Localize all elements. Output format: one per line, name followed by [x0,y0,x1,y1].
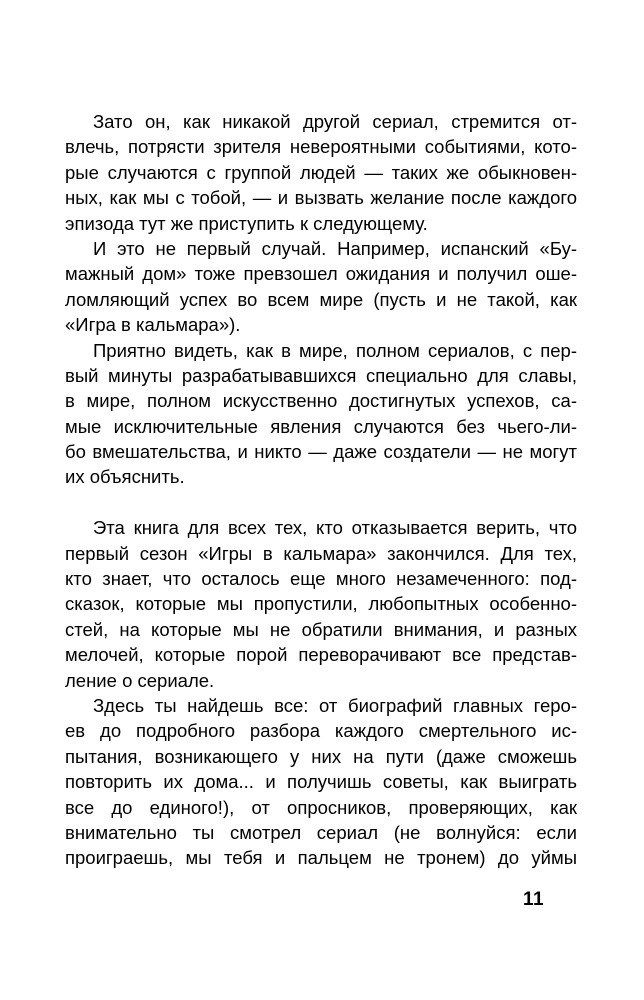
text-line: в мире, полном искусственно достигнутых успехов, са- [65,390,577,412]
paragraph [65,515,577,693]
paragraph [65,236,577,338]
text-line: их объяснить. [65,466,185,488]
text-line: проиграешь, мы тебя и пальцем не тронем) до уймы [65,847,577,869]
text-line: повторить их дома... и получишь советы, как выиграть [65,771,577,793]
text-line: сказок, которые мы пропустили, любопытных особенно- [65,593,577,615]
text-line: ев до подробного разбора каждого смертельного ис- [65,720,577,742]
text-line: эпизода тут же приступить к следующему. [65,212,428,234]
text-line: все до единого!), от опросников, проверяющих, как [65,796,577,818]
text-line: бо вмешательства, и никто — даже создатели — не могут [65,441,577,463]
text-line: мые исключительные явления случаются без чьего-ли- [65,415,577,437]
paragraph [65,338,577,490]
page-number: 11 [523,889,545,910]
text-line: Эта книга для всех тех, кто отказывается верить, что [93,517,577,539]
text-line: пытания, возникающего у них на пути (даже сможешь [65,745,577,767]
text-line: ломляющий успех во всем мире (пусть и не такой, как [65,288,577,310]
text-line: ление о сериале. [65,669,215,691]
text-line: ных, как мы с тобой, — и вызвать желание после каждого [65,187,577,209]
text-line: кто знает, что осталось еще много незамеченного: под- [65,568,577,590]
text-line: первый сезон «Игры в кальмара» закончился. Для тех, [65,542,577,564]
text-line: Приятно видеть, как в мире, полном сериалов, с пер- [93,339,577,361]
text-line: мелочей, которые порой переворачивают все представ- [65,644,577,666]
paragraph [65,693,577,871]
text-line: вый минуты разрабатывавшихся специально для славы, [65,364,577,386]
text-line: внимательно ты смотрел сериал (не волнуйся: если [65,821,577,843]
text-line: стей, на которые мы не обратили внимания, и разных [65,618,577,640]
text-line: И это не первый случай. Например, испанский «Бу- [93,237,577,259]
text-line: мажный дом» тоже превзошел ожидания и получил оше- [65,263,577,285]
text-line: рые случаются с группой людей — таких же обыкновен- [65,161,577,183]
text-line: Зато он, как никакой другой сериал, стремится от- [93,111,577,132]
body-text [65,109,577,871]
paragraph [65,109,577,236]
text-line: Здесь ты найдешь все: от биографий главных геро- [93,694,577,716]
text-line: влечь, потрясти зрителя невероятными событиями, кото- [65,136,577,158]
text-line: «Игра в кальмара»). [65,314,241,336]
